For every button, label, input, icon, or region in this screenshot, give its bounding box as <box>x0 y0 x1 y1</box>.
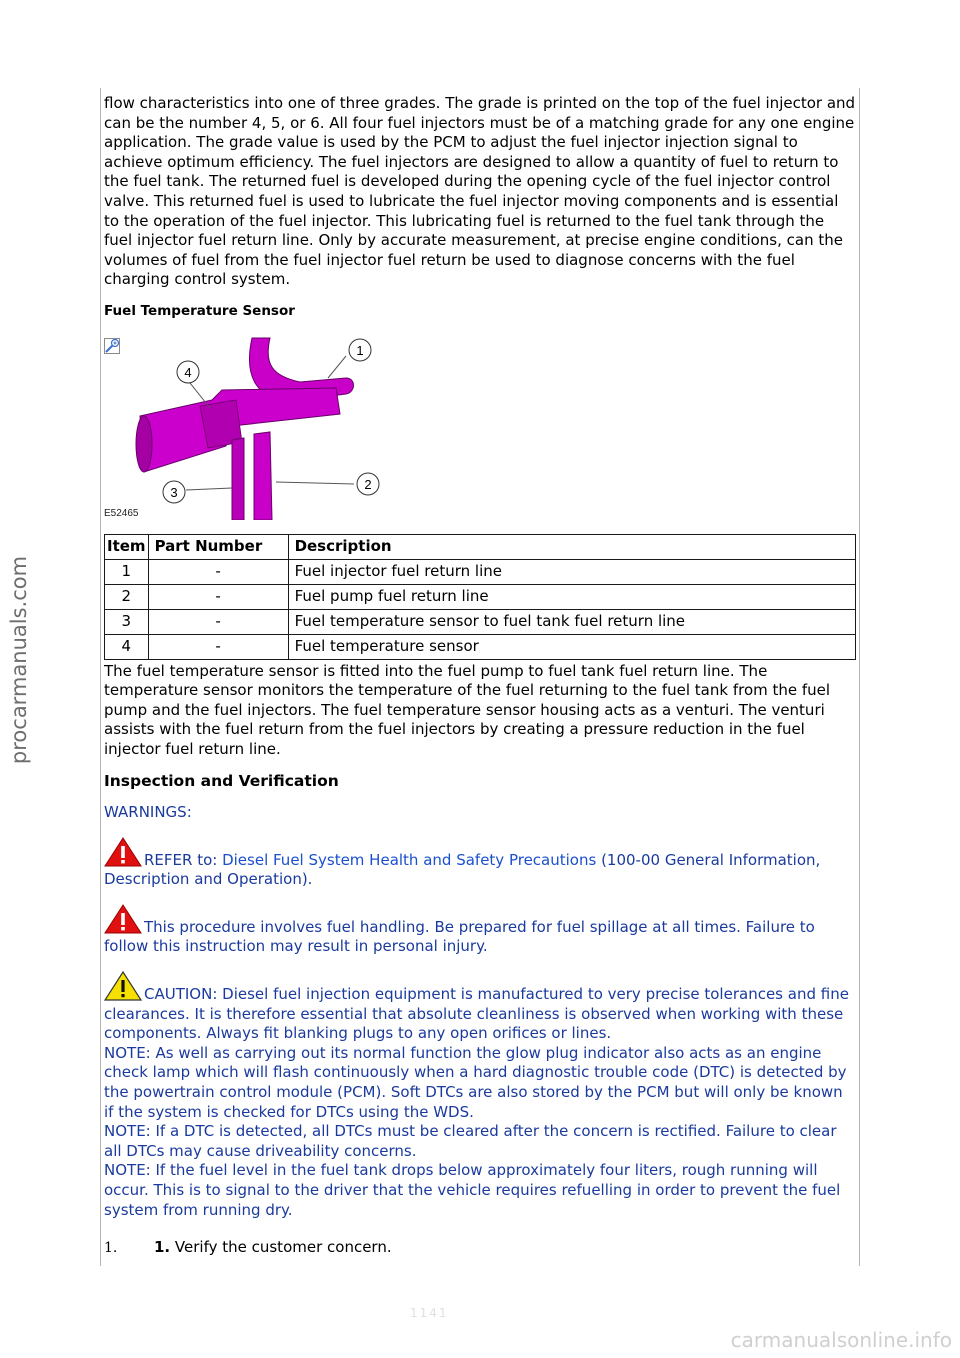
document-content <box>104 94 856 1259</box>
page-number: 1141 <box>410 1306 449 1320</box>
note-3: NOTE: If the fuel level in the fuel tank drops below approximately four liters, rough running will occur. This is to signal to the driver that the vehicle requires refuelling in order to prevent the fuel system from running dry. <box>104 1161 841 1219</box>
note-2: NOTE: If a DTC is detected, all DTCs must be cleared after the concern is rectified. Failure to clear all DTCs may cause driveability concerns. <box>104 1122 837 1160</box>
table-row: 3 - Fuel temperature sensor to fuel tank fuel return line <box>105 609 856 634</box>
table-row: 4 - Fuel temperature sensor <box>105 634 856 659</box>
warning-1: REFER to: Diesel Fuel System Health and Safety Precautions (100-00 General Information, Description and Operation). <box>104 837 856 890</box>
svg-text:2: 2 <box>364 476 372 492</box>
svg-text:4: 4 <box>184 364 192 380</box>
callout-4 <box>177 361 199 383</box>
header-item: Item <box>105 534 149 559</box>
header-description: Description <box>288 534 855 559</box>
header-part-number: Part Number <box>148 534 288 559</box>
right-border <box>859 88 860 1266</box>
svg-text:3: 3 <box>170 484 178 500</box>
note-1: NOTE: As well as carrying out its normal function the glow plug indicator also acts as an engine check lamp which will flash continuously when a hard diagnostic trouble code (DTC) is detected by the powertrain control module (PCM). Soft DTCs are also stored by the PCM but will only be known if the system is checked for DTCs using the WDS. <box>104 1043 847 1121</box>
svg-text:1: 1 <box>356 342 364 358</box>
fuel-temperature-sensor-illustration <box>104 334 394 520</box>
table-row: 1 - Fuel injector fuel return line <box>105 559 856 584</box>
tank-return-line <box>232 438 244 520</box>
inspection-title: Inspection and Verification <box>104 771 339 790</box>
warning-icon <box>104 904 142 934</box>
bottom-watermark: carmanualsonline.info <box>730 1328 952 1352</box>
warning-2: This procedure involves fuel handling. Be prepared for fuel spillage at all times. Failure to follow this instruction may result in personal injury. <box>104 904 856 957</box>
table-row: 2 - Fuel pump fuel return line <box>105 584 856 609</box>
warning-icon <box>104 837 142 867</box>
figure-code: E52465 <box>104 507 139 519</box>
callout-1 <box>349 339 371 361</box>
warnings-label: WARNINGS: <box>104 803 192 822</box>
step-bold-number: 1. <box>154 1238 171 1257</box>
step-1 <box>104 1238 856 1259</box>
side-watermark: procarmanuals.com <box>7 555 31 765</box>
sensor-paragraph: The fuel temperature sensor is fitted into the fuel pump to fuel tank fuel return line. The temperature sensor monitors the temperature of the fuel returning to the fuel tank from the fuel pump and the fuel injectors. The fuel temperature sensor housing acts as a venturi. The venturi assists with the fuel return from the fuel injectors by creating a pressure reduction in the fuel injector fuel return line. <box>104 661 831 758</box>
intro-paragraph: flow characteristics into one of three grades. The grade is printed on the top of the fuel injector and can be the number 4, 5, or 6. All four fuel injectors must be of a matching grade for any one engine application. The grade value is used by the PCM to adjust the fuel injector injection signal to achieve optimum efficiency. The fuel injectors are designed to allow a quantity of fuel to return to the fuel tank. The returned fuel is developed during the opening cycle of the fuel injector control valve. This returned fuel is used to lubricate the fuel injector moving components and is essential to the operation of the fuel injector. This lubricating fuel is returned to the fuel tank through the fuel injector fuel return line. Only by accurate measurement, at precise engine conditions, can the volumes of fuel from the fuel injector fuel return be used to diagnose concerns with the fuel charging control system. <box>104 94 856 289</box>
caution: CAUTION: Diesel fuel injection equipment is manufactured to very precise tolerances and fine clearances. It is therefore essential that absolute cleanliness is observed when working with these components. Always fit blanking plugs to any open orifices or lines. <box>104 971 856 1044</box>
table-header-row <box>105 534 856 559</box>
parts-table <box>104 534 856 660</box>
pump-return-line <box>254 432 272 520</box>
callout-2 <box>357 473 379 495</box>
step-text: Verify the customer concern. <box>170 1238 392 1257</box>
sensor-figure <box>104 334 856 520</box>
step-list-number: 1. <box>104 1240 118 1257</box>
health-safety-link[interactable]: Diesel Fuel System Health and Safety Precautions <box>222 850 597 869</box>
section-title: Fuel Temperature Sensor <box>104 302 295 319</box>
callout-3 <box>163 481 185 503</box>
left-border <box>100 88 101 1266</box>
caution-icon <box>104 971 142 1001</box>
